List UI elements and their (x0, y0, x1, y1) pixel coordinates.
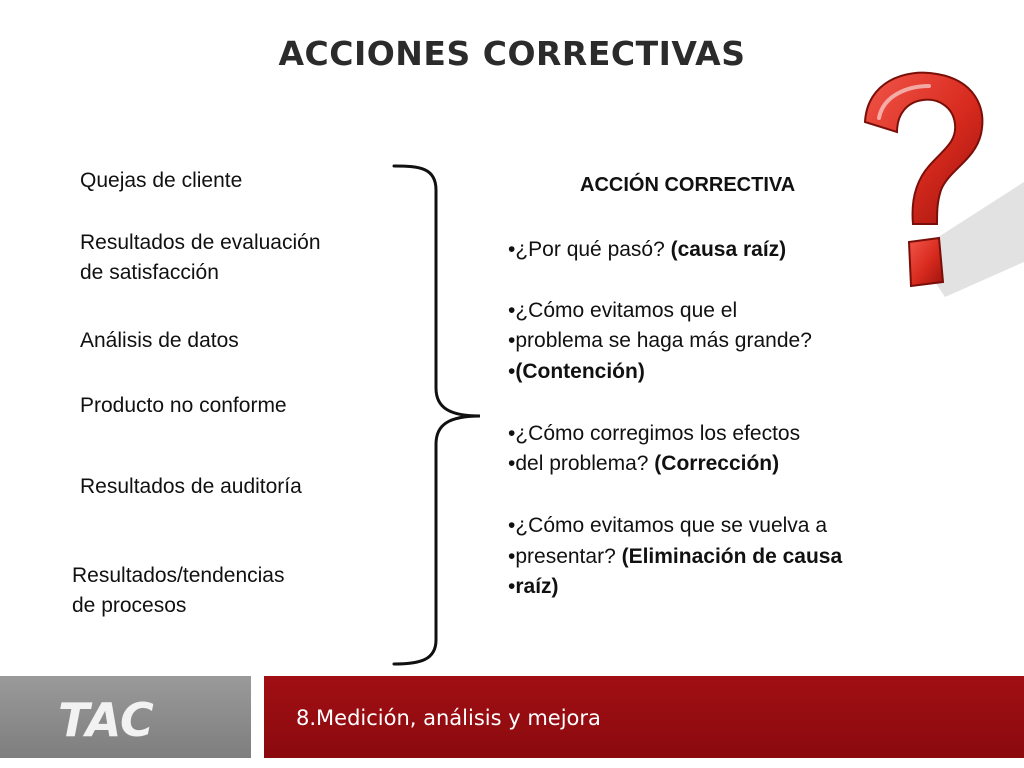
input-item-auditoria: Resultados de auditoría (80, 475, 302, 498)
footer-logo-panel (0, 676, 251, 758)
input-item-quejas: Quejas de cliente (80, 169, 243, 192)
bullet-line: •¿Cómo corregimos los efectos (508, 422, 801, 445)
bullet-line: •¿Cómo evitamos que el (508, 299, 738, 322)
input-item-evaluacion: Resultados de evaluación de satisfacción (80, 231, 321, 284)
bullet-line: •¿Cómo evitamos que se vuelva a (508, 514, 827, 537)
bullet-line: •¿Por qué pasó? (causa raíz) (508, 238, 787, 261)
footer-section-bar (264, 676, 1024, 758)
bullet-line: •(Contención) (508, 360, 645, 383)
input-item-tendencias: Resultados/tendencias de procesos (72, 564, 285, 617)
input-item-analisis: Análisis de datos (80, 329, 239, 352)
bullet-line: •presentar? (Eliminación de causa (508, 545, 843, 568)
footer-section-title: 8.Medición, análisis y mejora (296, 706, 601, 730)
curly-brace-icon (380, 160, 490, 670)
bullet-line: •problema se haga más grande? (508, 329, 812, 352)
bullet-line: •del problema? (Corrección) (508, 452, 780, 475)
footer-divider (251, 676, 264, 758)
corrective-action-heading: ACCIÓN CORRECTIVA (580, 174, 796, 196)
question-mark-icon (845, 62, 1024, 322)
bullet-line: •raíz) (508, 575, 559, 598)
slide-title: ACCIONES CORRECTIVAS (278, 34, 746, 73)
svg-text:TAC: TAC (58, 693, 154, 747)
tac-logo (54, 690, 204, 750)
input-item-producto: Producto no conforme (80, 394, 287, 417)
bottom-strip (0, 758, 1024, 768)
